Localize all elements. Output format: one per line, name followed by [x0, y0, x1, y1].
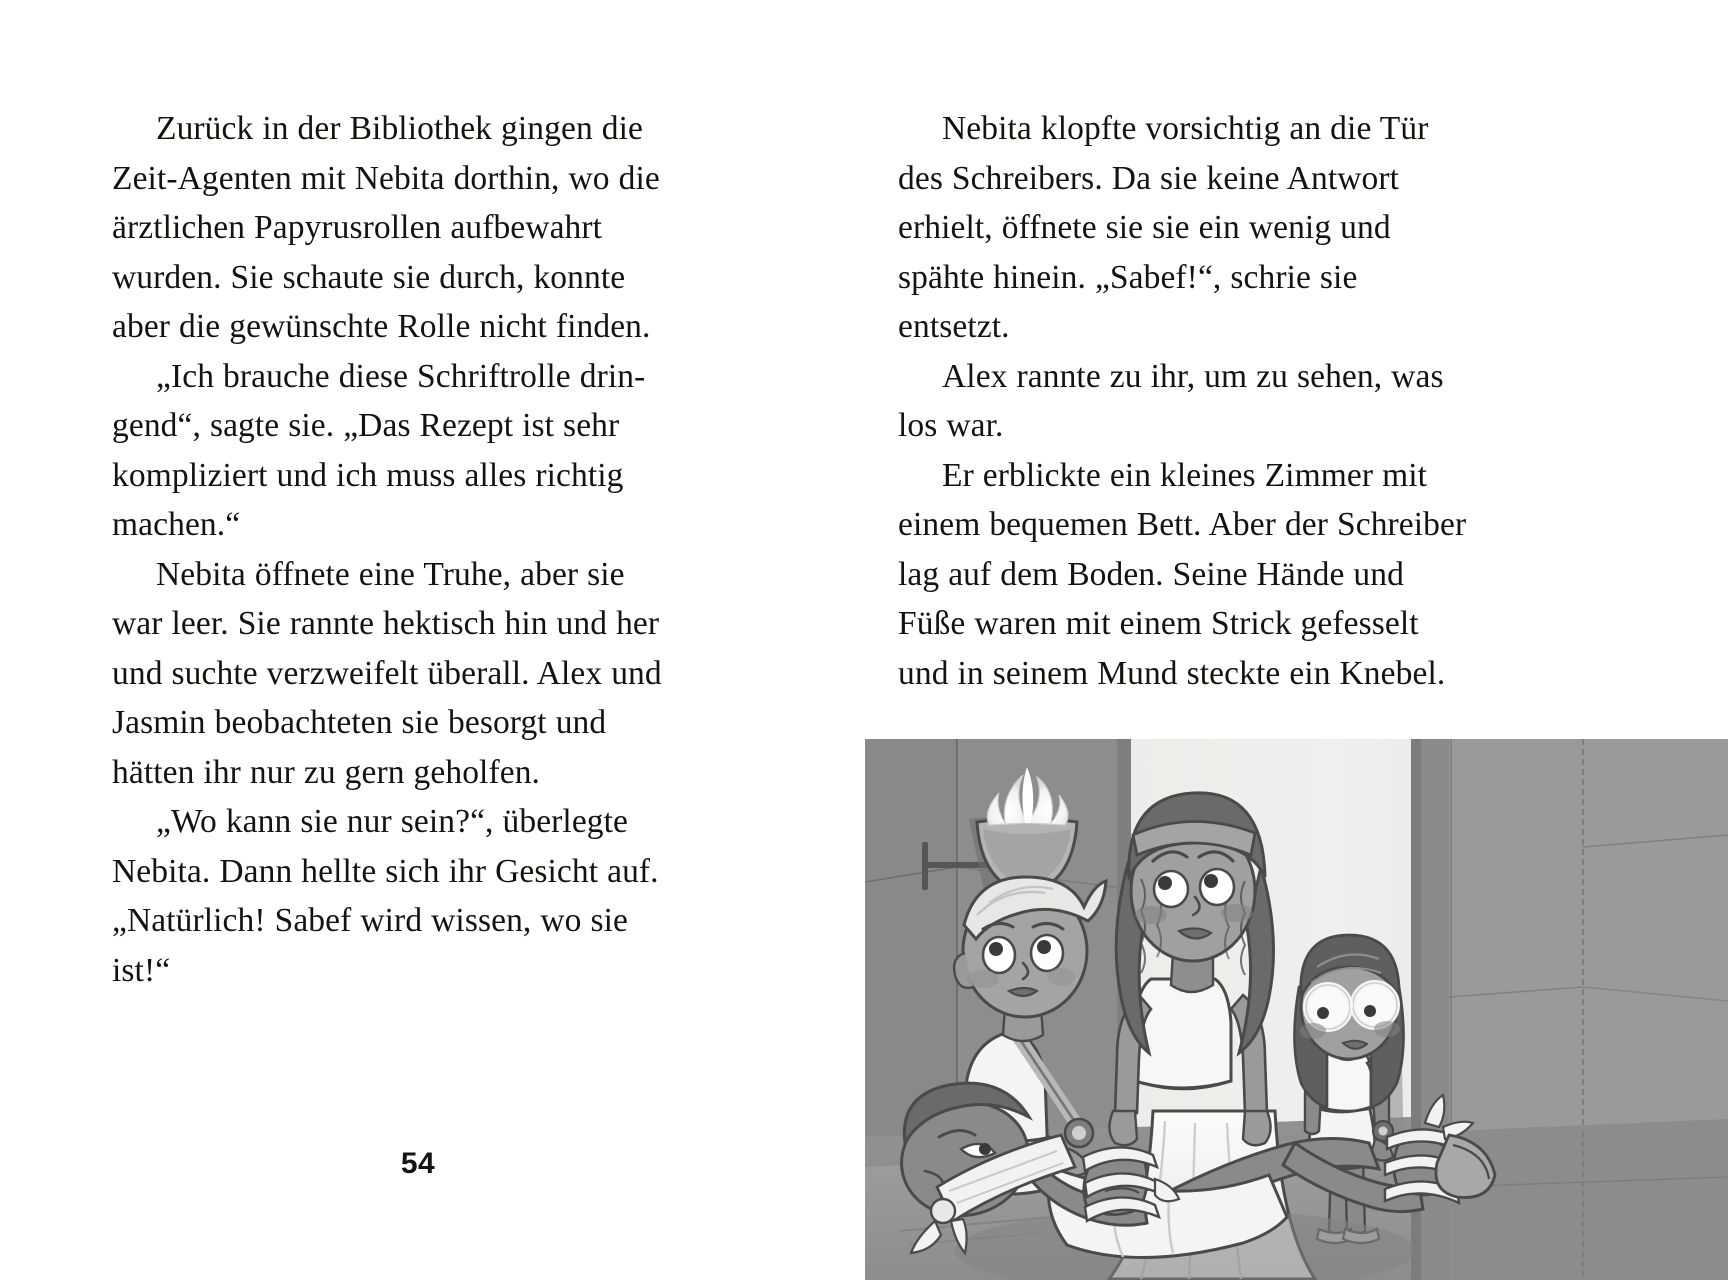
- paragraph: Er erblickte ein kleines Zimmer mit einem bequemen Bett. Aber der Schreiber lag auf dem Boden. Seine Hände und Füße waren mit einem Strick gefesselt und in seinem Mund steckte ein Knebel.: [898, 456, 1467, 692]
- right-text-column: [898, 104, 1476, 698]
- chapter-illustration: [865, 739, 1728, 1280]
- page-number: 54: [400, 1147, 436, 1180]
- paragraph: „Ich brauche diese Schriftrolle drin-gend“, sagte sie. „Das Rezept ist sehr kompliziert und ich muss alles richtig machen.“: [112, 357, 646, 543]
- paragraph: Zurück in der Bibliothek gingen die Zeit-Agenten mit Nebita dorthin, wo die ärztlichen Papyrusrollen aufbewahrt wurden. Sie schaute sie durch, konnte aber die gewünschte Rolle nicht finden.: [112, 110, 660, 345]
- left-text-column: [112, 104, 672, 995]
- paragraph: Alex rannte zu ihr, um zu sehen, was los war.: [898, 357, 1444, 444]
- paragraph: „Wo kann sie nur sein?“, überlegte Nebita. Dann hellte sich ihr Gesicht auf. „Natürlich! Sabef wird wissen, wo sie ist!“: [112, 803, 659, 989]
- paragraph: Nebita öffnete eine Truhe, aber sie war leer. Sie rannte hektisch hin und her und suchte verzweifelt überall. Alex und Jasmin beobachteten sie besorgt und hätten ihr nur zu gern geholfen.: [112, 555, 662, 791]
- illustration-artwork: [865, 739, 1728, 1280]
- paragraph: Nebita klopfte vorsichtig an die Tür des Schreibers. Da sie keine Antwort erhielt, öffnete sie sie ein wenig und spähte hinein. „Sabef!“, schrie sie entsetzt.: [898, 110, 1429, 345]
